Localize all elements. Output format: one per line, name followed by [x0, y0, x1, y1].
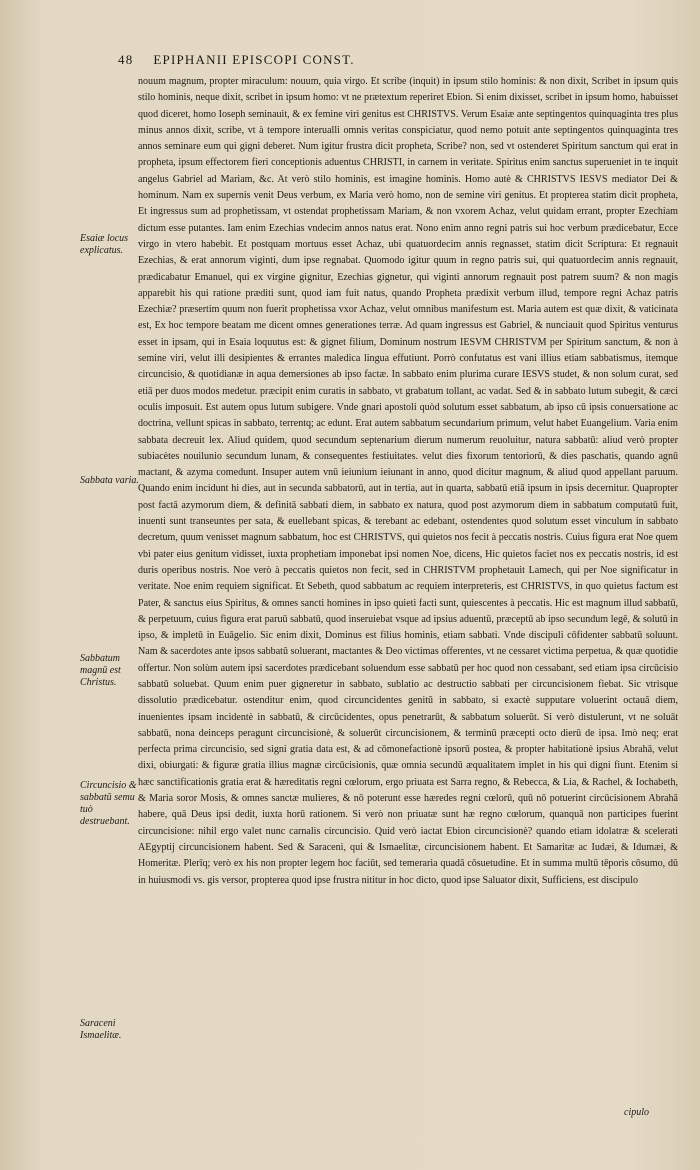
margin-note-circuncisio: Circuncisio & sabbatū semu tuò destruebant.	[80, 780, 137, 827]
main-text-column	[138, 74, 678, 1109]
catchword: cipulo	[624, 1107, 649, 1118]
page-header	[118, 52, 548, 68]
margin-note-sabbatum-magnum: Sabbatum magnū est Christus.	[80, 653, 121, 688]
margin-note-sabbata-varia: Sabbata varia.	[80, 475, 139, 486]
margin-note-esaiae: Esaiæ locus explicatus.	[80, 233, 129, 256]
margin-note-saraceni: Saraceni Ismaelitæ.	[80, 1018, 122, 1041]
page-number: 48	[118, 52, 134, 67]
running-title: EPIPHANII EPISCOPI CONST.	[153, 52, 355, 67]
body-paragraph: nouum magnum, propter miraculum: nouum, quia virgo. Et scribe (inquit) in ipsum stilo hominis: & non dixit, Scribet in ipsum quis stilo hominis, neque dixit, scribet in ipsum homo: vt ne prætextum reperiret Ebion. Si enim dixisset, scribet in ipsum homo, habuisset quod diceret, homo Ioseph seminauit, & ex femine viri genitus est CHRISTVS. Verum Esaiæ ante septingentos quinquaginta tres plus minus annos dixit, scribe, vt à tempore interualli omnis veritas conspiciatur, quod nemo potuit ante septingentos quinquaginta tres annos seminare eum qui gigni deberet. Num igitur frustra dicit propheta, Scribe? non, sed vt ostenderet Spiritum sanctum qui erat in propheta, ipsum effectorem fieri conceptionis aduentus CHRISTI, in carnem in veritate. Spiritus enim sanctus superueniet in te inquit angelus Gabriel ad Mariam, &c. At verò stilo hominis, est imagine hominis. Homo autè & CHRISTVS IESVS mediator Dei & hominum. Nam ex supernis venit Deus verbum, ex Maria verò homo, non de semine viri genitus. Et propterea statim dicit propheta, Et ingressus sum ad prophetissam, vt ostendat prophetissam Mariam, & non vxorem Achaz, velut quidam errant, propter Ezechiam dictum esse putantes. Iam enim Ezechias vndecim annos natus erat. Nono enim anno regni patris sui hoc verbum prædicebatur, Ecce virgo in vtero habebit. Et postquam mortuus esset Achaz, ubi quatuordecim annis regnasset, statim dicit Scriptura: Et regnauit Ezechias, & erat annorum viginti, dum ipse regnabat. Quomodo igitur quum in regno patris sui, qui quatuordecim annis regnauit, prædicabatur Emanuel, qui ex virgine gignitur, Ezechias gignetur, qui viginti annorum regnauit post patrem suum? & non magis apparebit his qui ratione præditi sunt, quod iam fuit natus, quando Propheta prædixit verbum illud, tempore regni Achaz patris Ezechiæ? præsertim quum non fuerit prophetissa vxor Achaz, velut omnibus manifestum est. Maria autem est quæ dixit, & vaticinata est, Ex hoc tempore beatam me dicent omnes generationes terræ. Ad quam ingressus est Gabriel, & nunciauit quod Spiritus venturus esset in ipsam, qui in Esaia loquutus est: & gignet filium, Dominum nostrum IESVM CHRISTVM per Spiritum sanctum, & non à semine viri, velut illi desipientes & errantes maledica lingua effutiunt. Porrò confutatus est vani illius etiam sabbatismus, itemque circuncisio, & quotidianæ in aqua demersiones ab ipso factæ. In sabbato enim plurima curare IESVS studet, & non solum curat, sed etiā per duos modos medetur. præcipit enim curatis in sabbato, vt grabatum tollant, ac vadat. Sed & in sabbato lutum subegit, & cæci oculis imposuit. Est autem opus lutum subigere. Vnde gnari apostoli quòd solutum esset sabbatum, ab ipso cū ipsis conuersatione ac doctrina, vellunt spicas in sabbato, terrentq; ac edunt. Erat autem sabbatum secundarium primum, velut habet Euangelium. Varia enim sabbata decreuit lex. Aliud quidem, quod secundum septenarium dierum numerum reuoluitur, natura sabbatū: aliud verò propter subiacètes nouilunio secundum lunam, & consequentes festiuitates. velut dies fixorum tentoriorū, & dies paschatis, quando agnū mactant, & azyma comedunt. Insuper autem vnū ieiunium ieiunant in anno, quod dicitur magnum, & aliud quod appellant paruum. Quando enim incidunt hi dies, aut in secunda sabbatorū, aut in tertia, aut in quarta, sabbatū etiā ipsum in ipsis decernitur. Quapropter post factā azymorum diem, & definitā sabbati diem, in sabbato ex natura, quod post azymorum diem in sabbatum computatū fuit, inuenti sunt transeuntes per sata, & euellebant spicas, & terebant ac edebant, ostendentes quod solutum esset vinculum in sabbato decretum, quum venisset magnum sabbatum, hoc est CHRISTVS, qui quietos nos fecit à peccatis nostris. Cuius figura erat Noe quem vbi pater eius genitum vidisset, iuxta prophetiam imponebat ipsi nomen Noe, dicens, Hic quietos faciet nos ex peccatis nostris, id est duris operibus nostris. Noe verò à peccatis quietos non fecit, sed in CHRISTVM prophetauit Lamech, qui per Noe significatur in veritate. Noe enim requiem significat. Et Sebeth, quod sabbatum ac requiem interpreteris, est CHRISTVS, in quo quietus factum est Pater, & sanctus eius Spiritus, & omnes sancti homines in ipso quieti facti sunt, quiescentes à peccatis. Hic est magnum illud sabbatū, & perpetuum, cuius figura erat paruū sabbatū, quod inseruiebat vsque ad ipsius aduentū, præceptū ab ipso secundum legē, & solutū in ipso, & impletū in Euāgelio. Sic enim dixit, Dominus est filius hominis, etiam sabbati. Vnde discipuli cōfidenter sabbatū soluunt. Nam & sacerdotes ante ipsos sabbatū soluerant, mactantes & Deo victimas offerentes, vt ne cessaret victima perpetua, & quæ quotidie offertur. Non solùm autem ipsi sacerdotes prædicebant soluendum esse sabbatū per hoc quod non cessabant, sed etiam ipsa circūcisio sabbatū soluebat. Quum enim puer gigneretur in sabbato, sublatio ac destructio sabbati per circuncisionem fiebat. Sic vtrisque dissolutio prædicebatur. ostenditur enim, quod circuncidentes genitū in sabbato, si exactè supputare voluerint octauā diem, inuenientes ipsam incidentè in sabbatū, & circūcidentes, opus penetrarūt, & sabbatum soluerūt. Si verò distulerunt, vt ne soluāt sabbatū, nona deinceps peragunt circuncisionè, & soluerūt circuncisionem, & terminū præcepti octo dierū de ipsa. Imò neq; erat perfecta prima circuncisio, sed signi gratia data est, & ad cōmonefactionè ipsorū postea, & propter habitationè ipsius Abrahā, velut dixi, obiurgati: & figuræ gratia illius magnæ circūcisionis, quæ omnia secundū æqualitatem implet in his qui digni fiunt. Etenim si hæc sanctificationis gratia erat & hæreditatis regni cœlorum, ergo priuata est Sarra regno, & Rebecca, & Lia, & Rachel, & Iochabeth, & Maria soror Mosis, & omnes sanctæ mulieres, & nō poterunt esse hæredes regni cœlorū, quū nō potuerint circūcisionem Abrahā habere, quā Deus ipsi dedit, iuxta horū rationem. Si verò non priuatæ sunt hæ regno cœlorum, quanquā non participes fuerint circuncisione: nihil ergo valet nunc carnalis circuncisio. Quid verò iactat Ebion circuncisionè? quando etiam idolatræ & scelerati AEgyptij circuncisionem habent. Sed & Saraceni, qui & Ismaelitæ, circuncisionem habent. Et Samaritæ ac Iudæi, & Idumæi, & Homeritæ. Plerīq; verò ex his non propter legem hoc faciūt, sed temeraria quadā cōsuetudine. Et in summa multū tēporis cōsumo, dū in huiusmodi vs. gis versor, propterea quod ipse frustra nititur in hoc dicto, quod ipse Saluator dixit, Sufficiens, est discipulo	[138, 76, 678, 886]
